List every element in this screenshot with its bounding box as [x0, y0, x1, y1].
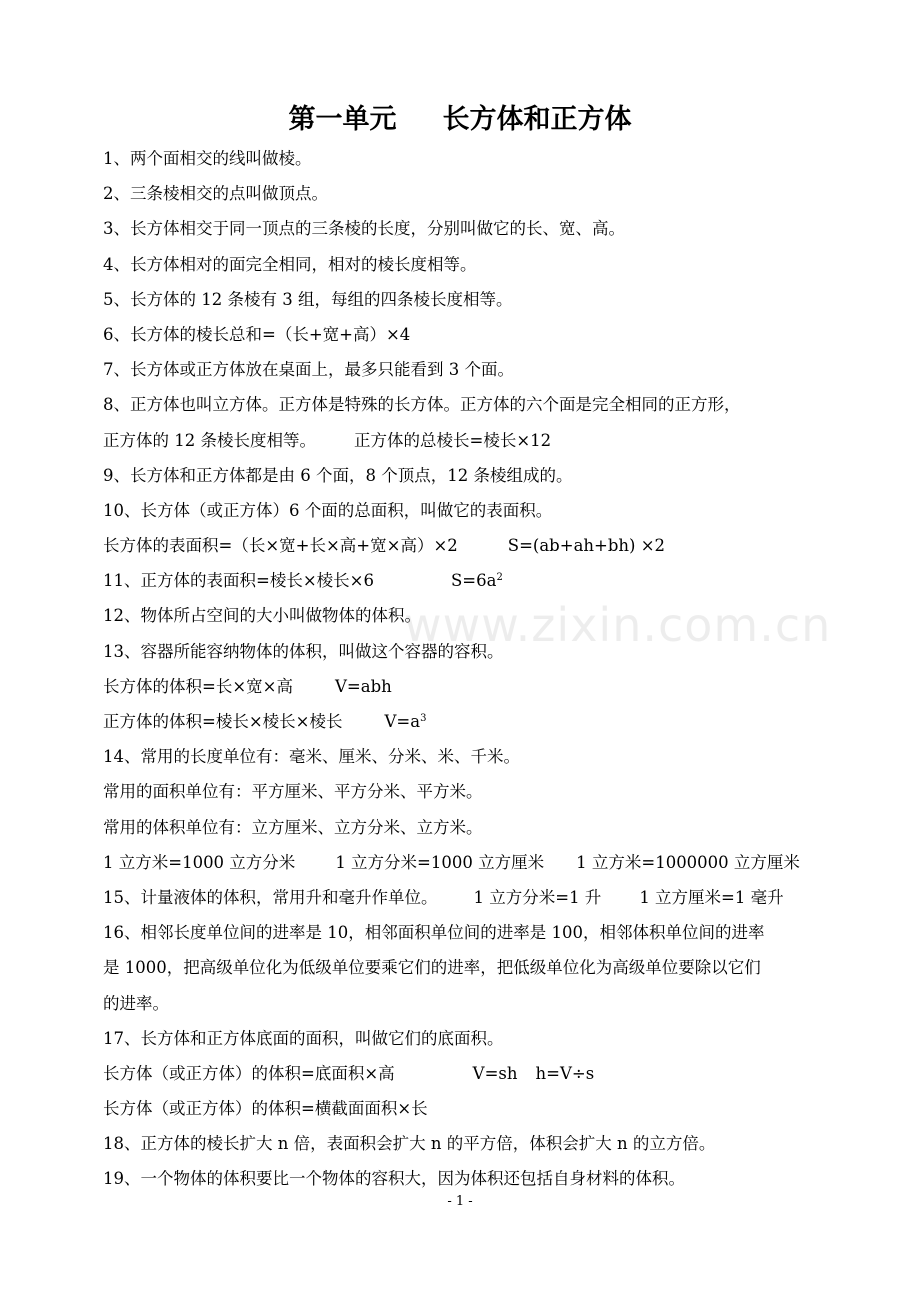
text-line-8a: 8、正方体也叫立方体。正方体是特殊的长方体。正方体的六个面是完全相同的正方形， — [103, 395, 741, 415]
formula-cube-area: S=6a — [450, 571, 497, 591]
text-segment: 长方体的体积=长×宽×高 — [103, 676, 293, 696]
text-line-13-formula2 — [103, 704, 823, 739]
text-line-5: 5、长方体的 12 条棱有 3 组，每组的四条棱长度相等。 — [103, 289, 513, 309]
text-line-3: 3、长方体相交于同一顶点的三条棱的长度，分别叫做它的长、宽、高。 — [103, 219, 625, 239]
text-line-13: 13、容器所能容纳物体的体积，叫做这个容器的容积。 — [103, 641, 504, 661]
unit-conversion: 1 立方米=1000 立方分米 — [103, 852, 296, 872]
title-topic: 长方体和正方体 — [442, 104, 632, 135]
text-line-11 — [103, 563, 823, 598]
text-line-12: 12、物体所占空间的大小叫做物体的体积。 — [103, 606, 421, 626]
watermark: www.zixin.com.cn — [404, 598, 832, 652]
text-line-16b: 是 1000，把高级单位化为低级单位要乘它们的进率，把低级单位化为高级单位要除以它们 — [103, 958, 761, 978]
text-line-9: 9、长方体和正方体都是由 6 个面，8 个顶点，12 条棱组成的。 — [103, 465, 573, 485]
text-line-16c: 的进率。 — [103, 993, 169, 1013]
formula-volume: V=sh — [472, 1063, 518, 1083]
text-line-1: 1、两个面相交的线叫做棱。 — [103, 149, 312, 168]
text-segment: 15、计量液体的体积，常用升和毫升作单位。 — [103, 887, 438, 907]
text-line-4: 4、长方体相对的面完全相同，相对的棱长度相等。 — [103, 254, 477, 274]
superscript: 2 — [496, 572, 503, 584]
formula-cuboid-area: S=(ab+ah+bh) ×2 — [507, 536, 666, 556]
text-line-14c: 常用的体积单位有：立方厘米、立方分米、立方米。 — [103, 817, 483, 837]
text-segment: 长方体的表面积=（长×宽+长×高+宽×高）×2 — [103, 536, 458, 556]
formula-height: h=V÷s — [535, 1063, 595, 1083]
text-segment: 正方体的体积=棱长×棱长×棱长 — [103, 712, 343, 731]
text-line-13-formula1 — [103, 669, 823, 704]
text-segment: 正方体的 12 条棱长度相等。 — [103, 430, 316, 450]
text-segment: 11、正方体的表面积=棱长×棱长×6 — [103, 571, 374, 591]
formula-total-edge: 正方体的总棱长=棱长×12 — [354, 430, 552, 450]
text-line-10-formula — [103, 528, 823, 563]
page-title — [0, 98, 920, 142]
text-line-17-formula2: 长方体（或正方体）的体积=横截面面积×长 — [103, 1099, 428, 1119]
document-body — [103, 141, 823, 1197]
text-line-10: 10、长方体（或正方体）6 个面的总面积，叫做它的表面积。 — [103, 500, 553, 520]
formula-cuboid-volume: V=abh — [334, 676, 392, 696]
page-number: - 1 - — [447, 1194, 473, 1209]
text-line-15 — [103, 880, 823, 915]
text-line-18: 18、正方体的棱长扩大 n 倍，表面积会扩大 n 的平方倍，体积会扩大 n 的立方倍。 — [103, 1134, 716, 1154]
unit-conversion: 1 立方分米=1 升 — [473, 887, 602, 907]
text-line-14: 14、常用的长度单位有：毫米、厘米、分米、米、千米。 — [103, 747, 520, 767]
formula-cube-volume: V=a — [384, 712, 421, 731]
text-line-7: 7、长方体或正方体放在桌面上，最多只能看到 3 个面。 — [103, 360, 514, 380]
text-line-14b: 常用的面积单位有：平方厘米、平方分米、平方米。 — [103, 782, 483, 802]
title-unit: 第一单元 — [288, 104, 397, 135]
unit-conversion: 1 立方分米=1000 立方厘米 — [335, 852, 545, 872]
text-line-16a: 16、相邻长度单位间的进率是 10，相邻面积单位间的进率是 100，相邻体积单位间的进率 — [103, 923, 765, 943]
text-line-14d — [103, 845, 823, 880]
unit-conversion: 1 立方厘米=1 毫升 — [639, 887, 784, 907]
unit-conversion: 1 立方米=1000000 立方厘米 — [576, 852, 800, 872]
text-line-17: 17、长方体和正方体底面的面积，叫做它们的底面积。 — [103, 1028, 504, 1048]
text-segment: 长方体（或正方体）的体积=底面积×高 — [103, 1063, 395, 1083]
text-line-6: 6、长方体的棱长总和=（长+宽+高）×4 — [103, 324, 411, 344]
text-line-19: 19、一个物体的体积要比一个物体的容积大，因为体积还包括自身材料的体积。 — [103, 1169, 685, 1189]
text-line-17-formula1 — [103, 1056, 823, 1091]
text-line-8b — [103, 423, 823, 458]
text-line-2: 2、三条棱相交的点叫做顶点。 — [103, 184, 328, 204]
superscript: 3 — [420, 713, 427, 724]
